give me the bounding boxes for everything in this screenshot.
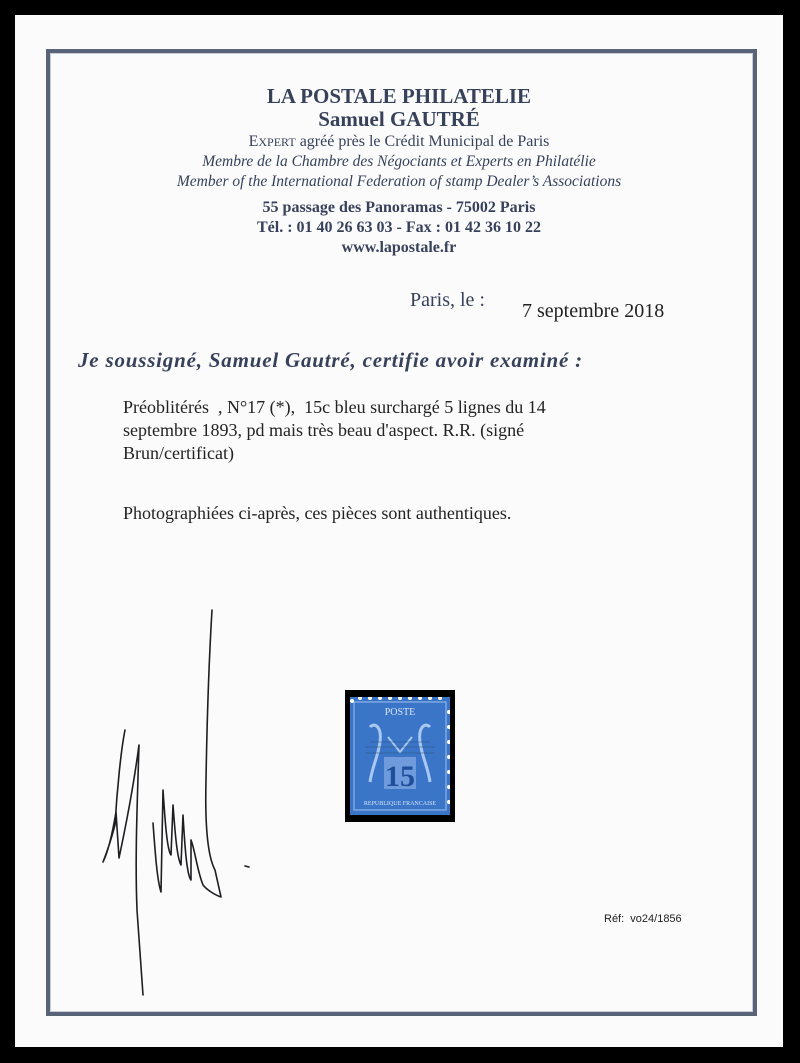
stamp-value: 15	[385, 760, 415, 793]
authenticity-statement: Photographiées ci-après, ces pièces sont authentiques.	[123, 503, 512, 523]
date-label: Paris, le :	[410, 289, 485, 311]
website: www.lapostale.fr	[341, 239, 457, 256]
address: 55 passage des Panoramas - 75002 Paris	[262, 199, 536, 216]
expert-name: Samuel GAUTRÉ	[318, 107, 480, 131]
stamp-image	[350, 697, 450, 815]
expert-prefix-small: XPERT	[258, 135, 296, 149]
certificate-page	[15, 15, 783, 1047]
reference-number: Réf: vo24/1856	[604, 913, 682, 925]
membership-english: Member of the International Federation of stamp Dealer’s Associations	[176, 173, 622, 190]
letterhead	[15, 85, 783, 258]
signature-drawing	[85, 600, 265, 1000]
expert-accreditation-rest: agréé près le Crédit Municipal de Paris	[295, 133, 550, 150]
date-value: 7 septembre 2018	[522, 300, 665, 322]
description-line: Préoblitérés , N°17 (*), 15c bleu surchargé 5 lignes du 14	[123, 397, 546, 417]
stamp-description	[123, 396, 603, 465]
stamp-bottom-text: REPUBLIQUE FRANCAISE	[363, 801, 437, 807]
certification-statement: Je soussigné, Samuel Gautré, certifie avoir examiné :	[78, 348, 583, 372]
description-line: Brun/certificat)	[123, 443, 234, 463]
stamp-top-text: POSTE	[384, 707, 416, 718]
stamp-photo	[345, 690, 455, 822]
expert-prefix-cap: E	[248, 133, 259, 150]
membership-french: Membre de la Chambre des Négociants et Experts en Philatélie	[202, 153, 596, 170]
stamp-drawing	[350, 697, 450, 815]
company-name: LA POSTALE PHILATELIE	[266, 84, 532, 108]
phone-fax: Tél. : 01 40 26 63 03 - Fax : 01 42 36 10 22	[257, 219, 541, 236]
description-line: septembre 1893, pd mais très beau d'aspect. R.R. (signé	[123, 420, 525, 440]
signature	[85, 600, 265, 1005]
expert-accreditation	[15, 132, 783, 152]
